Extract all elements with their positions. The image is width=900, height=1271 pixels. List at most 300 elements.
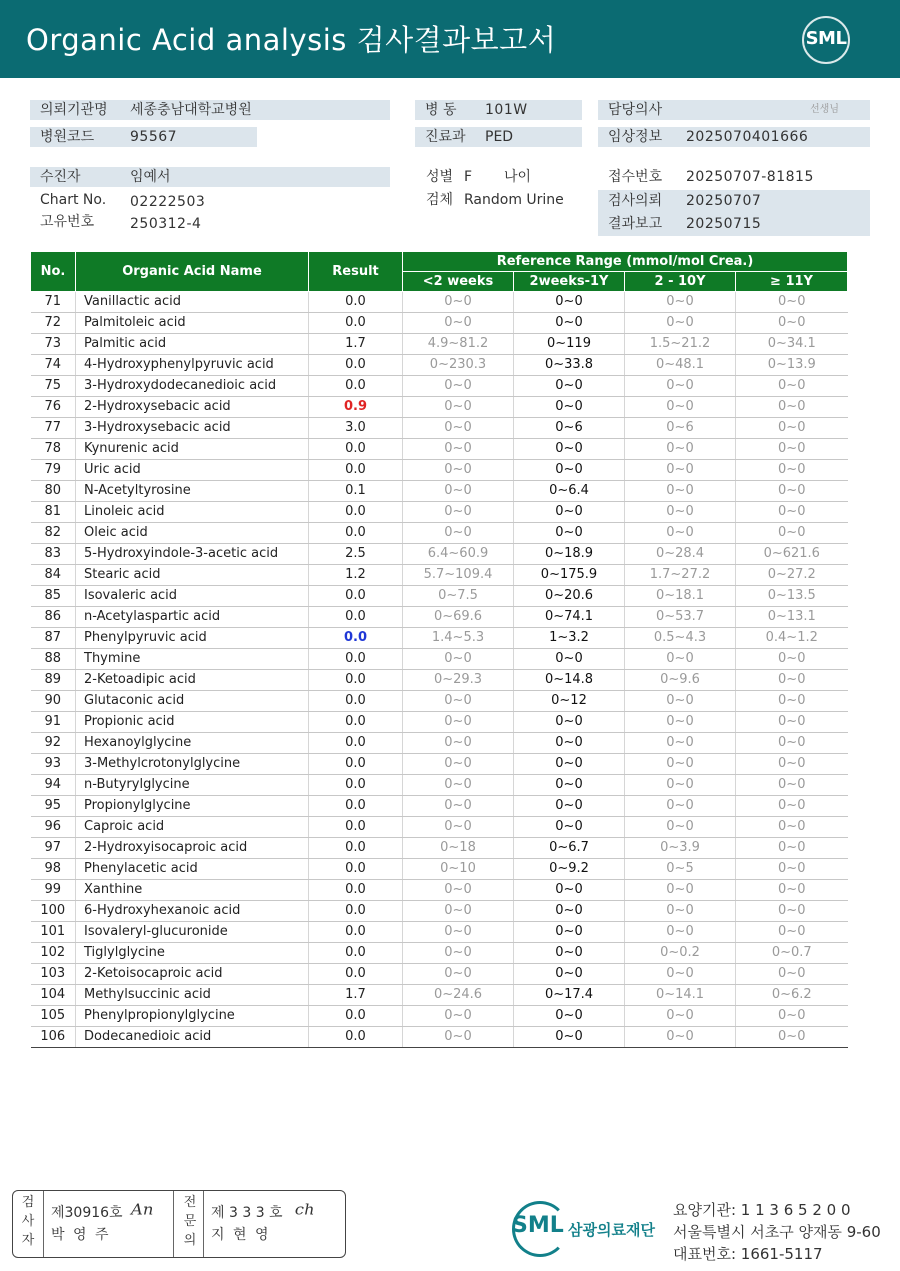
table-row [31,649,848,670]
table-row [31,775,848,796]
ref-under-2-weeks: 0~0 [403,481,514,502]
result-value: 0.0 [309,859,403,880]
result-value: 0.0 [309,376,403,397]
specialist-signature: ᶜʰ [295,1200,316,1230]
acid-name: Isovaleryl-glucuronide [76,922,309,943]
foundation-name: 삼광의료재단 [568,1221,655,1239]
ref-2-10-years: 0~0 [625,817,736,838]
receipt-value: 20250707-81815 [686,169,814,185]
acid-name: Stearic acid [76,565,309,586]
sex-label: 성별 [426,169,454,185]
acid-name: N-Acetyltyrosine [76,481,309,502]
table-row [31,313,848,334]
ref-11-years-plus: 0~0 [736,292,848,313]
result-value: 0.0 [309,670,403,691]
ref-under-2-weeks: 0~7.5 [403,586,514,607]
patient-value: 임예서 [130,169,171,185]
table-row [31,712,848,733]
ref-range-header: Reference Range (mmol/mol Crea.) [403,252,848,272]
ref-under-2-weeks: 0~0 [403,817,514,838]
table-row [31,691,848,712]
hospital-code-value: 95567 [130,129,178,145]
ref-2-10-years: 0~18.1 [625,586,736,607]
ref-11-years-plus: 0~0 [736,523,848,544]
row-number: 76 [31,397,76,418]
row-number: 100 [31,901,76,922]
row-number: 82 [31,523,76,544]
unique-value: 250312-4 [130,216,202,232]
table-row [31,628,848,649]
ref-2-10-years: 0~48.1 [625,355,736,376]
ref-11-years-plus: 0~0 [736,901,848,922]
hospital-code-label: 병원코드 [40,129,95,145]
ref-11-years-plus: 0~0 [736,733,848,754]
ref-2-10-years: 1.5~21.2 [625,334,736,355]
ref-under-2-weeks: 0~10 [403,859,514,880]
row-number: 83 [31,544,76,565]
result-value: 0.0 [309,817,403,838]
ref-2-weeks-1-year: 0~6.7 [514,838,625,859]
ref-11-years-plus: 0.4~1.2 [736,628,848,649]
age-label: 나이 [504,169,532,185]
row-number: 105 [31,1006,76,1027]
acid-name: Phenylpyruvic acid [76,628,309,649]
ref-2-10-years: 0~9.6 [625,670,736,691]
ref-11-years-plus: 0~13.1 [736,607,848,628]
row-number: 106 [31,1027,76,1048]
ref-2-weeks-1-year: 0~0 [514,1006,625,1027]
ref-under-2-weeks: 0~0 [403,397,514,418]
row-number: 74 [31,355,76,376]
logo-text: SML [805,28,847,49]
row-number: 80 [31,481,76,502]
ref-11-years-plus: 0~0 [736,922,848,943]
row-number: 78 [31,439,76,460]
ref-under-2-weeks: 0~29.3 [403,670,514,691]
ref-under-2-weeks: 0~0 [403,796,514,817]
ref-2-weeks-1-year: 0~74.1 [514,607,625,628]
acid-name: Propionylglycine [76,796,309,817]
acid-name: Xanthine [76,880,309,901]
ref-under-2-weeks: 0~0 [403,418,514,439]
ref-2-10-years: 0~0 [625,313,736,334]
institution-box [30,100,390,120]
result-value: 2.5 [309,544,403,565]
ref-2-10-years: 0~0 [625,376,736,397]
ref-2-weeks-1-year: 0~0 [514,460,625,481]
ref-2-weeks-1-year: 0~0 [514,964,625,985]
ref-11-years-plus: 0~0 [736,1027,848,1048]
ref-2-weeks-1-year: 0~12 [514,691,625,712]
row-number: 88 [31,649,76,670]
clinical-label: 임상정보 [608,129,663,145]
col-no-header: No. [31,252,76,292]
result-value: 0.0 [309,1027,403,1048]
sex-value: F [464,169,473,185]
ref-2-10-years: 0~28.4 [625,544,736,565]
dates-box [598,190,870,236]
table-row [31,796,848,817]
acid-name: n-Butyrylglycine [76,775,309,796]
chart-label: Chart No. [40,192,107,208]
ref-2-weeks-1-year: 0~6 [514,418,625,439]
result-value [309,397,403,418]
ref-2-10-years: 0~0 [625,922,736,943]
ref-under-2-weeks: 0~0 [403,712,514,733]
acid-name: Tiglylglycine [76,943,309,964]
table-row [31,607,848,628]
ref-2-weeks-1-year: 0~0 [514,796,625,817]
ref-2-weeks-1-year: 0~0 [514,712,625,733]
ref-2-weeks-1-year: 0~0 [514,733,625,754]
ward-label: 병 동 [425,102,457,118]
result-value: 0.0 [309,712,403,733]
ref-2-weeks-1-year: 0~17.4 [514,985,625,1006]
dept-box [415,127,582,147]
ref-under-2-weeks: 0~0 [403,880,514,901]
ref-2-weeks-1-year: 0~175.9 [514,565,625,586]
doctor-suffix: 선생님 [810,104,839,115]
ref-11-years-plus: 0~27.2 [736,565,848,586]
row-number: 102 [31,943,76,964]
table-row [31,292,848,313]
ref-under-2-weeks: 0~24.6 [403,985,514,1006]
ref-2-weeks-1-year: 0~0 [514,439,625,460]
chart-value: 02222503 [130,194,206,210]
result-value: 0.0 [309,439,403,460]
acid-name: 2-Ketoisocaproic acid [76,964,309,985]
table-row [31,397,848,418]
ref-2-weeks-1-year: 0~14.8 [514,670,625,691]
acid-name: n-Acetylaspartic acid [76,607,309,628]
row-number: 104 [31,985,76,1006]
result-value: 0.0 [309,796,403,817]
ref-2-weeks-1-year: 0~20.6 [514,586,625,607]
row-number: 72 [31,313,76,334]
table-row [31,880,848,901]
ref-2-weeks-1-year: 0~0 [514,754,625,775]
result-value: 0.0 [309,607,403,628]
ref-11-years-plus: 0~13.9 [736,355,848,376]
ref-11-years-plus: 0~0 [736,775,848,796]
ward-value: 101W [485,102,528,118]
result-value: 0.0 [309,691,403,712]
specimen-label: 검체 [426,192,454,208]
ref-col-1: <2 weeks [403,272,514,292]
ref-under-2-weeks: 0~0 [403,922,514,943]
table-row [31,355,848,376]
acid-name: 2-Ketoadipic acid [76,670,309,691]
ref-2-weeks-1-year: 0~0 [514,1027,625,1048]
ref-2-weeks-1-year: 0~0 [514,523,625,544]
table-row [31,922,848,943]
hospital-code-box [30,127,257,147]
high-flag-value: 0.9 [343,399,368,414]
table-row [31,418,848,439]
ref-2-weeks-1-year: 0~0 [514,775,625,796]
row-number: 94 [31,775,76,796]
ref-2-10-years: 0~3.9 [625,838,736,859]
ref-11-years-plus: 0~0 [736,1006,848,1027]
institution-value: 세종충남대학교병원 [130,102,252,118]
ref-under-2-weeks: 0~0 [403,754,514,775]
specialist-label-text: 전문의 [183,1195,197,1248]
ref-2-10-years: 0~0 [625,733,736,754]
ref-11-years-plus: 0~0 [736,502,848,523]
ref-under-2-weeks: 6.4~60.9 [403,544,514,565]
result-value: 0.0 [309,523,403,544]
row-number: 99 [31,880,76,901]
ref-2-10-years: 0~0 [625,1006,736,1027]
acid-name: Kynurenic acid [76,439,309,460]
ref-11-years-plus: 0~0 [736,838,848,859]
ref-11-years-plus: 0~0 [736,376,848,397]
table-row [31,985,848,1006]
col-name-header: Organic Acid Name [76,252,309,292]
receipt-label: 접수번호 [608,169,663,185]
table-row [31,334,848,355]
ref-11-years-plus: 0~0 [736,817,848,838]
ref-2-weeks-1-year: 0~33.8 [514,355,625,376]
ref-11-years-plus: 0~34.1 [736,334,848,355]
ref-2-10-years: 0~0 [625,964,736,985]
ref-under-2-weeks: 0~0 [403,649,514,670]
ref-2-weeks-1-year: 0~0 [514,922,625,943]
ref-under-2-weeks: 0~0 [403,523,514,544]
ref-11-years-plus: 0~0 [736,712,848,733]
results-table [30,251,848,1048]
ref-2-weeks-1-year: 0~0 [514,649,625,670]
table-row [31,586,848,607]
result-value: 0.0 [309,775,403,796]
acid-name: Glutaconic acid [76,691,309,712]
row-number: 91 [31,712,76,733]
row-number: 73 [31,334,76,355]
table-row [31,754,848,775]
row-number: 87 [31,628,76,649]
acid-name: Uric acid [76,460,309,481]
low-flag-value: 0.0 [343,630,368,645]
acid-name: Propionic acid [76,712,309,733]
ref-under-2-weeks: 0~0 [403,691,514,712]
result-value: 0.0 [309,880,403,901]
ref-2-10-years: 0~0.2 [625,943,736,964]
ref-11-years-plus: 0~0 [736,754,848,775]
row-number: 95 [31,796,76,817]
ref-2-10-years: 0.5~4.3 [625,628,736,649]
table-row [31,502,848,523]
result-value: 0.0 [309,1006,403,1027]
table-row [31,670,848,691]
acid-name: Oleic acid [76,523,309,544]
ref-2-10-years: 0~0 [625,292,736,313]
dept-value: PED [485,129,514,145]
table-row [31,439,848,460]
acid-name: 6-Hydroxyhexanoic acid [76,901,309,922]
ref-2-weeks-1-year: 1~3.2 [514,628,625,649]
ref-under-2-weeks: 0~0 [403,292,514,313]
ref-11-years-plus: 0~0 [736,880,848,901]
report-title: Organic Acid analysis 검사결과보고서 [26,23,557,57]
sml-logo [800,16,852,64]
ref-2-10-years: 0~0 [625,481,736,502]
ref-2-10-years: 0~0 [625,901,736,922]
ref-2-10-years: 0~0 [625,796,736,817]
ref-under-2-weeks: 5.7~109.4 [403,565,514,586]
row-number: 96 [31,817,76,838]
table-row [31,901,848,922]
row-number: 79 [31,460,76,481]
specialist-label [179,1191,201,1259]
acid-name: Isovaleric acid [76,586,309,607]
report-header [0,0,900,78]
acid-name: Caproic acid [76,817,309,838]
table-row [31,460,848,481]
result-value: 1.7 [309,985,403,1006]
row-number: 97 [31,838,76,859]
result-value: 0.0 [309,586,403,607]
ref-2-weeks-1-year: 0~0 [514,313,625,334]
table-row [31,565,848,586]
ref-under-2-weeks: 0~0 [403,775,514,796]
acid-name: 3-Methylcrotonylglycine [76,754,309,775]
request-value: 20250707 [686,193,762,209]
ref-under-2-weeks: 0~0 [403,376,514,397]
specimen-value: Random Urine [464,192,564,208]
ref-under-2-weeks: 0~0 [403,439,514,460]
ref-under-2-weeks: 0~0 [403,1027,514,1048]
ref-2-10-years: 0~0 [625,691,736,712]
ref-under-2-weeks: 0~0 [403,964,514,985]
result-value: 0.0 [309,355,403,376]
row-number: 84 [31,565,76,586]
result-value: 0.0 [309,460,403,481]
ref-2-10-years: 0~0 [625,523,736,544]
acid-name: Thymine [76,649,309,670]
row-number: 101 [31,922,76,943]
ref-11-years-plus: 0~0 [736,439,848,460]
ref-11-years-plus: 0~0 [736,670,848,691]
ref-col-2: 2weeks-1Y [514,272,625,292]
dept-label: 진료과 [425,129,466,145]
table-row [31,817,848,838]
result-value: 0.0 [309,649,403,670]
ref-2-10-years: 0~53.7 [625,607,736,628]
ref-11-years-plus: 0~0 [736,964,848,985]
ref-2-weeks-1-year: 0~0 [514,502,625,523]
ref-2-weeks-1-year: 0~0 [514,880,625,901]
report-value: 20250715 [686,216,762,232]
acid-name: Methylsuccinic acid [76,985,309,1006]
result-value: 0.0 [309,502,403,523]
acid-name: Phenylacetic acid [76,859,309,880]
ref-under-2-weeks: 0~69.6 [403,607,514,628]
ref-2-10-years: 0~0 [625,712,736,733]
ref-2-weeks-1-year: 0~0 [514,397,625,418]
ref-2-10-years: 0~0 [625,502,736,523]
doctor-box [598,100,870,120]
ref-under-2-weeks: 0~0 [403,901,514,922]
row-number: 103 [31,964,76,985]
specialist-name: 지 현 영 [211,1227,271,1243]
ref-2-10-years: 0~0 [625,754,736,775]
acid-name: Vanillactic acid [76,292,309,313]
result-value: 0.0 [309,964,403,985]
signature-box [12,1190,346,1258]
acid-name: 3-Hydroxydodecanedioic acid [76,376,309,397]
footer-logo-text: SML [512,1213,564,1238]
ref-2-10-years: 0~0 [625,439,736,460]
acid-name: Linoleic acid [76,502,309,523]
ref-under-2-weeks: 4.9~81.2 [403,334,514,355]
request-label: 검사의뢰 [608,193,663,209]
ref-under-2-weeks: 0~230.3 [403,355,514,376]
table-row [31,544,848,565]
table-row [31,943,848,964]
result-value: 1.7 [309,334,403,355]
ref-2-weeks-1-year: 0~6.4 [514,481,625,502]
specialist-number: 제 3 3 3 호 [211,1205,283,1221]
row-number: 75 [31,376,76,397]
ref-2-10-years: 1.7~27.2 [625,565,736,586]
ref-2-weeks-1-year: 0~0 [514,901,625,922]
ward-box [415,100,582,120]
ref-col-3: 2 - 10Y [625,272,736,292]
table-row [31,964,848,985]
ref-11-years-plus: 0~0 [736,397,848,418]
ref-11-years-plus: 0~6.2 [736,985,848,1006]
row-number: 85 [31,586,76,607]
ref-under-2-weeks: 0~0 [403,502,514,523]
ref-11-years-plus: 0~0 [736,691,848,712]
ref-11-years-plus: 0~0 [736,796,848,817]
ref-11-years-plus: 0~0 [736,649,848,670]
inspector-signature: ᴬⁿ [131,1200,154,1230]
acid-name: Hexanoylglycine [76,733,309,754]
ref-under-2-weeks: 0~0 [403,313,514,334]
acid-name: Palmitic acid [76,334,309,355]
row-number: 93 [31,754,76,775]
result-value: 0.0 [309,733,403,754]
acid-name: Phenylpropionylglycine [76,1006,309,1027]
footer-logo [512,1199,660,1255]
ref-11-years-plus: 0~0 [736,460,848,481]
ref-2-10-years: 0~5 [625,859,736,880]
ref-2-weeks-1-year: 0~18.9 [514,544,625,565]
table-row [31,838,848,859]
result-value: 0.0 [309,292,403,313]
result-value: 0.0 [309,922,403,943]
ref-11-years-plus: 0~621.6 [736,544,848,565]
report-label: 결과보고 [608,216,663,232]
result-value: 0.0 [309,901,403,922]
inspector-number: 제30916호 [51,1205,123,1221]
row-number: 81 [31,502,76,523]
table-row [31,481,848,502]
patient-label: 수진자 [40,169,81,185]
ref-2-10-years: 0~0 [625,775,736,796]
ref-11-years-plus: 0~0 [736,418,848,439]
acid-name: Dodecanedioic acid [76,1027,309,1048]
ref-11-years-plus: 0~0.7 [736,943,848,964]
phone: 대표번호: 1661-5117 [673,1245,823,1263]
ref-11-years-plus: 0~0 [736,859,848,880]
institution-number: 요양기관: 1 1 3 6 5 2 0 0 [673,1201,851,1219]
ref-2-weeks-1-year: 0~9.2 [514,859,625,880]
ref-11-years-plus: 0~0 [736,481,848,502]
result-value: 0.0 [309,313,403,334]
unique-label: 고유번호 [40,214,95,230]
